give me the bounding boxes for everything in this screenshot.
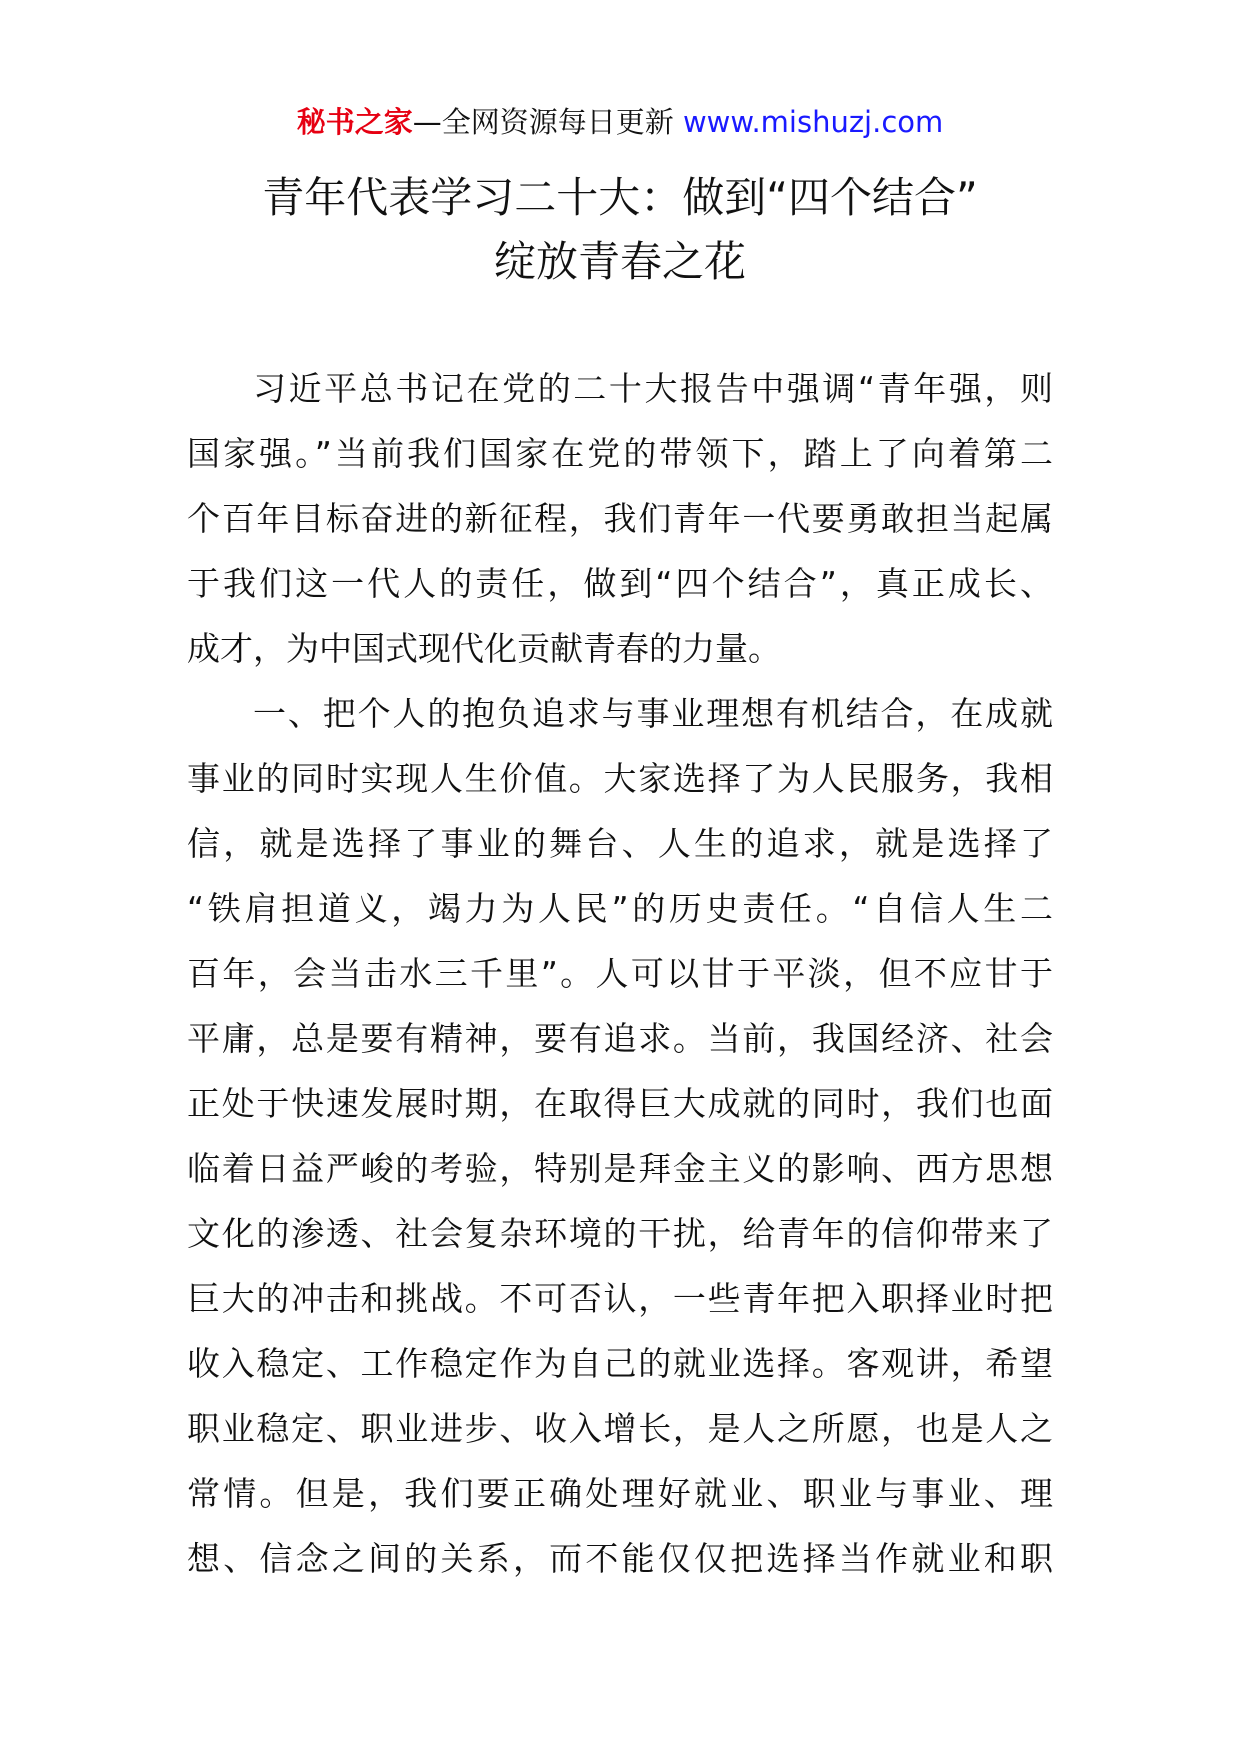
title-line-1: 青年代表学习二十大：做到“四个结合” xyxy=(262,173,978,222)
body-line: 平庸，总是要有精神，要有追求。当前，我国经济、社会 xyxy=(187,1019,1053,1058)
body-line: 事业的同时实现人生价值。大家选择了为人民服务，我相 xyxy=(187,759,1053,798)
body-line: 国家强。”当前我们国家在党的带领下，踏上了向着第二 xyxy=(187,434,1053,473)
body-line: 职业稳定、职业进步、收入增长，是人之所愿，也是人之 xyxy=(187,1409,1053,1448)
body-line: “铁肩担道义，竭力为人民”的历史责任。“自信人生二 xyxy=(187,889,1053,928)
body-line: 于我们这一代人的责任，做到“四个结合”，真正成长、 xyxy=(187,564,1053,603)
site-tagline: —全网资源每日更新 xyxy=(412,105,683,139)
body-line: 巨大的冲击和挑战。不可否认，一些青年把入职择业时把 xyxy=(187,1279,1053,1318)
site-url-link[interactable]: www.mishuzj.com xyxy=(682,105,944,139)
body-line: 临着日益严峻的考验，特别是拜金主义的影响、西方思想 xyxy=(187,1149,1053,1188)
body-line: 个百年目标奋进的新征程，我们青年一代要勇敢担当起属 xyxy=(187,499,1053,538)
body-line: 文化的渗透、社会复杂环境的干扰，给青年的信仰带来了 xyxy=(187,1214,1053,1253)
body-line: 正处于快速发展时期，在取得巨大成就的同时，我们也面 xyxy=(187,1084,1053,1123)
body-line: 习近平总书记在党的二十大报告中强调“青年强，则 xyxy=(253,369,1053,408)
body-line: 收入稳定、工作稳定作为自己的就业选择。客观讲，希望 xyxy=(187,1344,1053,1383)
site-header xyxy=(0,100,1240,144)
body-line: 信，就是选择了事业的舞台、人生的追求，就是选择了 xyxy=(187,824,1053,863)
document-body xyxy=(187,356,1053,1591)
section-heading-line: 一、把个人的抱负追求与事业理想有机结合，在成就 xyxy=(253,694,1053,733)
document-title xyxy=(0,166,1240,294)
body-line: 想、信念之间的关系，而不能仅仅把选择当作就业和职 xyxy=(187,1539,1053,1578)
title-line-2: 绽放青春之花 xyxy=(493,237,746,286)
body-line: 常情。但是，我们要正确处理好就业、职业与事业、理 xyxy=(187,1474,1053,1513)
body-line: 百年，会当击水三千里”。人可以甘于平淡，但不应甘于 xyxy=(187,954,1053,993)
body-line: 成才，为中国式现代化贡献青春的力量。 xyxy=(187,629,781,668)
site-name: 秘书之家 xyxy=(296,105,413,139)
